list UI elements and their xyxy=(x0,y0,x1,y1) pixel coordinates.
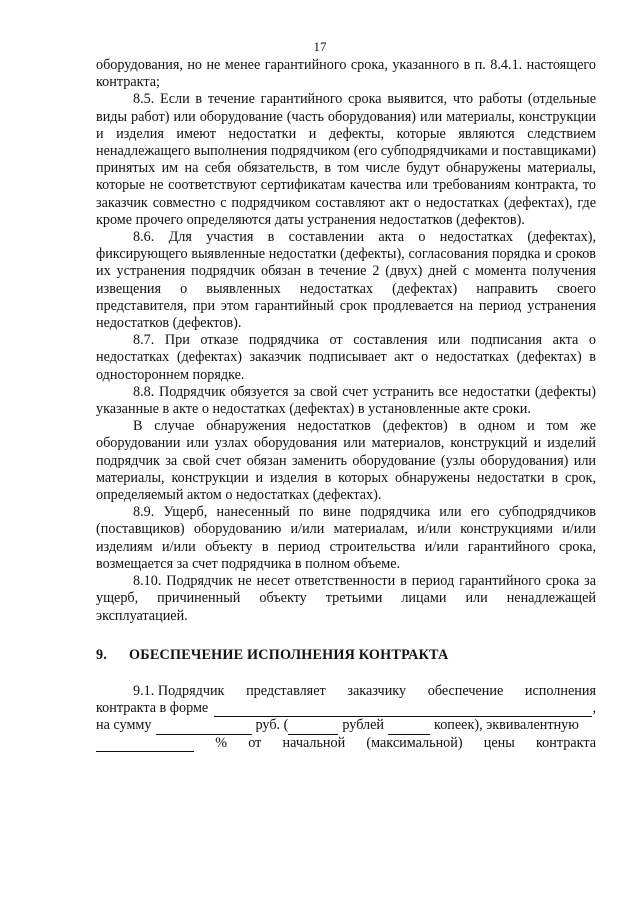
form-label-rubley: рублей xyxy=(342,717,385,734)
form-word: представляет xyxy=(246,682,326,699)
contract-form-blank[interactable] xyxy=(214,703,592,717)
paragraph-8-5: 8.5. Если в течение гарантийного срока выявится, что работы (отдельные виды работ) или оборудование (часть оборудования) или материалы, конструкции и изделия имеют недостатки и дефекты, которые являются следствием ненадлежащего выполнения подрядчиком (его субподрядчиками и поставщиками) принятых им на себя обязательств, в том числе будут обнаружены материалы, которые не соответствуют сертификатам качества или требованиям контракта, то заказчик совместно с подрядчиком составляют акт о недостатках (дефектах), где кроме прочего определяются даты устранения недостатков (дефектов). xyxy=(96,91,596,228)
form-word: начальной xyxy=(282,734,346,751)
paragraph-8-6: 8.6. Для участия в составлении акта о недостатках (дефектах), фиксирующего выявленные недостатки (дефекты), согласования порядка и сроков их устранения подрядчик обязан в течение 2 (двух) дней с момента получения извещения о выявленных недостатках (дефектах) направить своего представителя, при этом гарантийный срок продлевается на период устранения недостатков (дефектов). xyxy=(96,229,596,332)
form-label-rub: руб. ( xyxy=(255,717,289,734)
form-word: обеспечение xyxy=(427,682,504,699)
form-label-amount: на сумму xyxy=(96,717,152,734)
section-title: ОБЕСПЕЧЕНИЕ ИСПОЛНЕНИЯ КОНТРАКТА xyxy=(129,646,449,663)
form-label-tail: копеек), эквивалентную xyxy=(434,717,579,734)
comma: , xyxy=(592,700,596,717)
form-word: 9.1. Подрядчик xyxy=(133,682,225,699)
kopecks-blank[interactable] xyxy=(388,721,430,735)
form-line-2 xyxy=(96,700,596,717)
paragraph-8-7: 8.7. При отказе подрядчика от составления или подписания акта о недостатках (дефектах) заказчик подписывает акт о недостатках (дефектах) в одностороннем порядке. xyxy=(96,332,596,383)
form-word: (максимальной) xyxy=(366,734,463,751)
form-line-4 xyxy=(96,735,596,752)
form-word: цены xyxy=(483,734,515,751)
form-word: от xyxy=(248,734,262,751)
form-word: исполнения xyxy=(524,682,596,699)
form-word: % xyxy=(215,734,228,751)
document-body xyxy=(96,57,596,752)
paragraph-8-8: 8.8. Подрядчик обязуется за свой счет устранить все недостатки (дефекты) указанные в акте о недостатках (дефектах) в установленные акте сроки. xyxy=(96,383,596,418)
form-word: контракта xyxy=(536,734,596,751)
form-word: заказчику xyxy=(347,682,407,699)
page-number: 17 xyxy=(313,39,327,54)
form-line-1 xyxy=(96,683,596,700)
paragraph-continuation: оборудования, но не менее гарантийного срока, указанного в п. 8.4.1. настоящего контракта; xyxy=(96,57,596,91)
paragraph-8-10: 8.10. Подрядчик не несет ответственности в период гарантийного срока за ущерб, причиненный объекту третьими лицами или ненадлежащей эксплуатацией. xyxy=(96,573,596,624)
paragraph-8-9: 8.9. Ущерб, нанесенный по вине подрядчика или его субподрядчиков (поставщиков) оборудованию и/или материалам, и/или конструкциями и/или изделиям и/или объекту в период строительства и/или гарантийного срока, возмещается за счет подрядчика в полном объеме. xyxy=(96,504,596,572)
amount-words-blank[interactable] xyxy=(288,721,338,735)
section-number: 9. xyxy=(96,646,108,663)
paragraph-8-8-replacement: В случае обнаружения недостатков (дефектов) в одном и том же оборудовании или узлах оборудования или материалов, конструкций и изделий подрядчик за свой счет обязан заменить оборудование (узлы оборудования) или материалы, конструкции и изделия в которых обнаружены недостатки в срок, определяемый актом о недостатках (дефектах). xyxy=(96,418,596,504)
form-line-3 xyxy=(96,717,596,734)
form-label-contract-form: контракта в форме xyxy=(96,700,209,717)
amount-rub-blank[interactable] xyxy=(156,721,252,735)
section-heading xyxy=(96,647,596,664)
percent-blank[interactable] xyxy=(96,738,194,752)
